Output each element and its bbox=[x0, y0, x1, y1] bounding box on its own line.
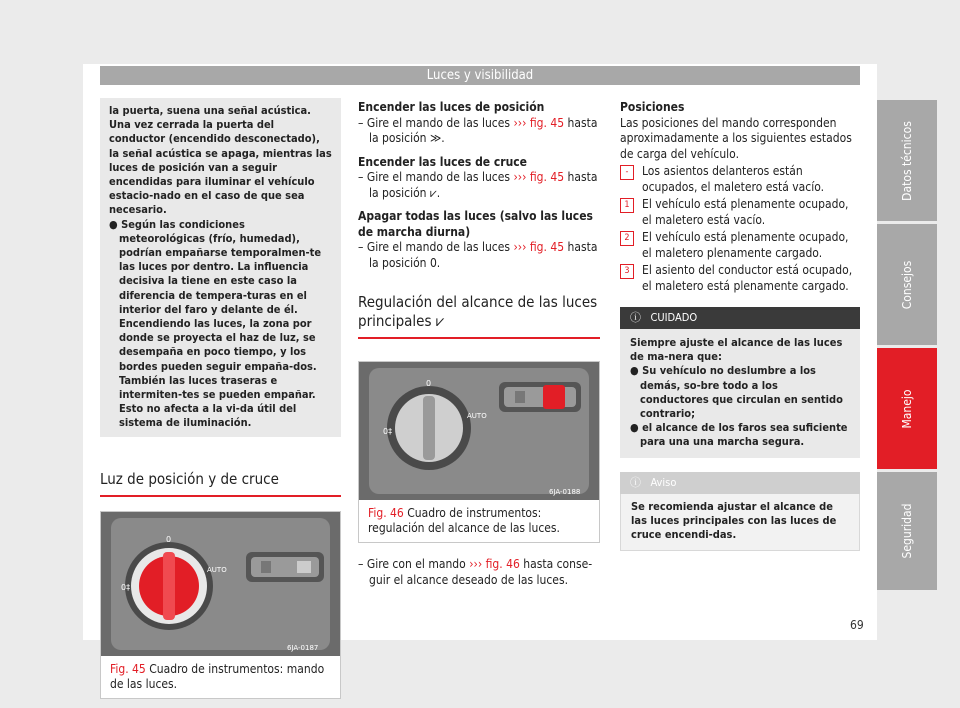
svg-text:AUTO: AUTO bbox=[207, 565, 227, 574]
svg-text:0: 0 bbox=[426, 379, 432, 388]
figure-45-caption bbox=[101, 656, 340, 698]
note-header: ⓘ Aviso bbox=[620, 472, 860, 494]
section-title-headlight-range: Regulación del alcance de las luces principales ⩗ bbox=[358, 293, 600, 339]
column-3 bbox=[620, 100, 860, 551]
figure-46-label: Fig. 46 bbox=[368, 506, 404, 520]
svg-text:AUTO: AUTO bbox=[467, 412, 487, 420]
figure-46 bbox=[358, 361, 600, 543]
figure-45-label: Fig. 45 bbox=[110, 661, 146, 676]
positions-intro: Las posiciones del mando corresponden aproximadamente a los siguientes estados de carga del vehículo. bbox=[620, 115, 852, 161]
subheading-lights-off: Apagar todas las luces (salvo las luces de marcha diurna) bbox=[358, 209, 593, 239]
figure-46-caption-text: Cuadro de instrumentos: regulación del alcance de las luces. bbox=[368, 506, 560, 535]
svg-text:0‡: 0‡ bbox=[121, 582, 131, 592]
step-low-beam: – Gire el mando de las luces ››› fig. 45 hasta la posición ⩗. bbox=[358, 170, 598, 200]
step-lights-off: – Gire el mando de las luces ››› fig. 45 hasta la posición 0. bbox=[358, 240, 598, 270]
headlight-range-icon: ⩗ bbox=[435, 312, 445, 330]
light-switch-illustration bbox=[101, 512, 340, 656]
list-item: 1 El vehículo está plenamente ocupado, el maletero está vacío. bbox=[620, 197, 860, 228]
tab-seguridad[interactable]: Seguridad bbox=[877, 472, 937, 590]
headlight-range-illustration bbox=[359, 362, 599, 500]
tab-consejos[interactable]: Consejos bbox=[877, 224, 937, 345]
figure-link[interactable]: ››› fig. 46 bbox=[469, 557, 520, 571]
caution-header: ⓘ CUIDADO bbox=[620, 307, 860, 329]
note-body: Se recomienda ajustar el alcance de las luces principales con las luces de cruce encendi-das. bbox=[620, 494, 860, 552]
caution-box bbox=[620, 307, 860, 458]
step-position-lights: – Gire el mando de las luces ››› fig. 45 hasta la posición ≫. bbox=[358, 115, 598, 145]
info-icon: ⓘ bbox=[630, 475, 641, 489]
list-item: - Los asientos delanteros están ocupados, el maletero está vacío. bbox=[620, 164, 860, 195]
section-title-position-lights: Luz de posición y de cruce bbox=[100, 470, 341, 497]
figure-link[interactable]: ››› fig. 45 bbox=[513, 170, 565, 184]
figure-45-caption-text: Cuadro de instrumentos: mando de las luces. bbox=[110, 661, 325, 691]
tab-datos-tecnicos[interactable]: Datos técnicos bbox=[877, 100, 937, 221]
tab-manejo[interactable]: Manejo bbox=[877, 348, 937, 469]
fig45-code: 6JA-0187 bbox=[287, 643, 319, 652]
figure-45 bbox=[100, 511, 341, 699]
subheading-positions: Posiciones bbox=[620, 100, 685, 114]
column-1 bbox=[100, 98, 341, 699]
figure-link[interactable]: ››› fig. 45 bbox=[513, 115, 565, 130]
note-box bbox=[620, 472, 860, 552]
step-adjust-range: – Gire con el mando ››› fig. 46 hasta conse-guir el alcance deseado de las luces. bbox=[358, 557, 593, 587]
column-2 bbox=[358, 100, 600, 588]
info-paragraph-2: ● Según las condiciones meteorológicas (frío, humedad), podrían empañarse temporalmen-te las luces por dentro. La influencia decisiva la tiene en este caso la diferencia de tempera-turas en el interior del faro y delante de él. Encendiendo las luces, la zona por donde se proyecta el haz de luz, se desempaña en poco tiempo, y los bordes pueden seguir empaña-dos. También las luces traseras e intermiten-tes se pueden empañar. Esto no afecta a la vi-da útil del sistema de iluminación. bbox=[109, 217, 322, 430]
fig46-code: 6JA-0188 bbox=[549, 488, 581, 496]
svg-text:0‡: 0‡ bbox=[383, 427, 393, 436]
svg-text:0: 0 bbox=[166, 534, 172, 544]
subheading-low-beam: Encender las luces de cruce bbox=[358, 154, 528, 169]
warning-icon: ⓘ bbox=[630, 311, 641, 324]
positions-list bbox=[620, 164, 860, 294]
info-paragraph-1: la puerta, suena una señal acústica. Una vez cerrada la puerta del conductor (encendido desconectado), la señal acústica se apaga, mientras las luces de posición van a seguir encendidas para iluminar el vehículo estacio-nado en el caso de que sea necesario. bbox=[109, 104, 332, 217]
subheading-position-lights: Encender las luces de posición bbox=[358, 100, 545, 114]
page-number: 69 bbox=[850, 618, 864, 632]
list-item: 3 El asiento del conductor está ocupado, el maletero está plenamente cargado. bbox=[620, 263, 860, 294]
figure-link[interactable]: ››› fig. 45 bbox=[513, 240, 565, 254]
list-item: 2 El vehículo está plenamente ocupado, el maletero plenamente cargado. bbox=[620, 230, 860, 261]
page-header: Luces y visibilidad bbox=[100, 66, 860, 85]
info-box bbox=[100, 98, 341, 437]
figure-46-caption bbox=[359, 500, 599, 542]
caution-body: Siempre ajuste el alcance de las luces de ma-nera que: ● Su vehículo no deslumbre a los demás, so-bre todo a los conductores que circulan en sentido contrario; ● el alcance de los faros sea suficiente para una una marcha segura. bbox=[620, 329, 860, 458]
